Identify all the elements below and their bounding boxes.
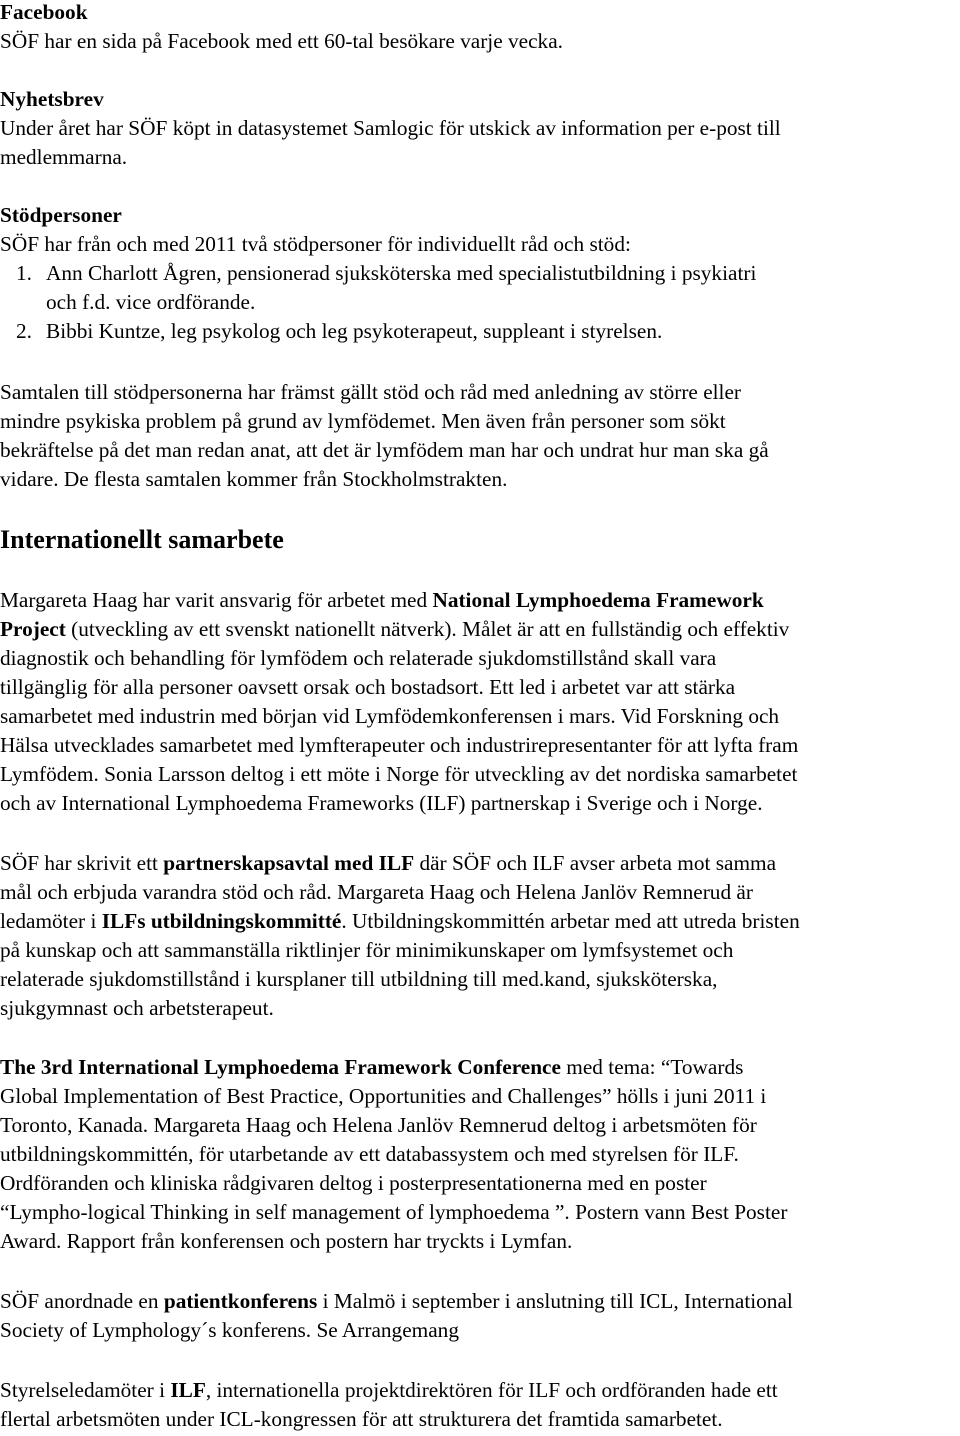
nyhetsbrev-line: Under året har SÖF köpt in datasystemet Samlogic för utskick av information per e-post till: [0, 116, 781, 140]
paragraph-line: “Lympho-logical Thinking in self management of lymphoedema ”. Postern vann Best Poster: [0, 1200, 788, 1224]
paragraph-line: [0, 586, 764, 615]
paragraph-line: diagnostik och behandling för lymfödem och relaterade sjukdomstillstånd skall vara: [0, 646, 717, 670]
text-run: . Utbildningskommittén arbetar med att utreda bristen: [341, 909, 800, 933]
paragraph-line: Hälsa utvecklades samarbetet med lymfterapeuter och industrirepresentanter för att lyfta fram: [0, 733, 799, 757]
text-run: , internationella projektdirektören för ILF och ordföranden hade ett: [205, 1378, 778, 1402]
paragraph-line: bekräftelse på det man redan anat, att det är lymfödem man har och undrat hur man ska gå: [0, 438, 769, 462]
paragraph-line: [0, 849, 776, 878]
text-run: (utveckling av ett svenskt nationellt nätverk). Målet är att en fullständig och effektiv: [65, 617, 790, 641]
paragraph-line: Toronto, Kanada. Margareta Haag och Helena Janlöv Remnerud deltog i arbetsmöten för: [0, 1113, 757, 1137]
bold-text: National Lymphoedema Framework: [432, 588, 764, 612]
paragraph-line: tillgänglig för alla personer oavsett orsak och bostadsort. Ett led i arbetet var att stärka: [0, 675, 736, 699]
paragraph-line: på kunskap och att sammanställa riktlinjer för minimikunskaper om lymfsystemet och: [0, 938, 734, 962]
paragraph-line: utbildningskommittén, för utarbetande av ett databassystem och med styrelsen för ILF.: [0, 1142, 739, 1166]
bold-text: ILF: [170, 1378, 206, 1402]
text-run: i Malmö i september i anslutning till ICL, International: [317, 1289, 793, 1313]
bold-text: patientkonferens: [163, 1289, 318, 1313]
paragraph-line: Lymfödem. Sonia Larsson deltog i ett möte i Norge för utveckling av det nordiska samarbetet: [0, 762, 798, 786]
paragraph-line: och av International Lymphoedema Frameworks (ILF) partnerskap i Sverige och i Norge.: [0, 791, 763, 815]
text-run: SÖF har skrivit ett: [0, 851, 164, 875]
paragraph-line: mindre psykiska problem på grund av lymfödemet. Men även från personer som sökt: [0, 409, 726, 433]
nyhetsbrev-line: medlemmarna.: [0, 145, 128, 169]
facebook-text: SÖF har en sida på Facebook med ett 60-tal besökare varje vecka.: [0, 29, 563, 53]
text-run: Styrelseledamöter i: [0, 1378, 171, 1402]
paragraph-line: mål och erbjuda varandra stöd och råd. Margareta Haag och Helena Janlöv Remnerud är: [0, 880, 753, 904]
text-run: Margareta Haag har varit ansvarig för arbetet med: [0, 588, 433, 612]
bold-text: partnerskapsavtal med ILF: [163, 851, 415, 875]
text-run: med tema: “Towards: [560, 1055, 744, 1079]
paragraph-line: Ordföranden och kliniska rådgivaren deltog i posterpresentationerna med en poster: [0, 1171, 707, 1195]
list-item-line: och f.d. vice ordförande.: [46, 290, 256, 314]
paragraph-line: [0, 1376, 778, 1405]
list-number: 2.: [16, 319, 32, 343]
paragraph-line: Global Implementation of Best Practice, Opportunities and Challenges” hölls i juni 2011 i: [0, 1084, 767, 1108]
list-item-line: Bibbi Kuntze, leg psykolog och leg psykoterapeut, suppleant i styrelsen.: [46, 319, 663, 343]
bold-text: ILFs utbildningskommitté: [101, 909, 342, 933]
list-number: 1.: [16, 261, 32, 285]
text-run: ledamöter i: [0, 909, 102, 933]
text-run: SÖF anordnade en: [0, 1289, 164, 1313]
section-heading: Internationellt samarbete: [0, 525, 284, 554]
paragraph-line: [0, 1287, 793, 1316]
paragraph-line: samarbetet med industrin med början vid Lymfödemkonferensen i mars. Vid Forskning och: [0, 704, 780, 728]
facebook-heading: Facebook: [0, 0, 88, 24]
paragraph-line: [0, 907, 800, 936]
list-item-line: Ann Charlott Ågren, pensionerad sjuksköterska med specialistutbildning i psykiatri: [46, 261, 757, 285]
text-run: där SÖF och ILF avser arbeta mot samma: [414, 851, 777, 875]
bold-text: The 3rd International Lymphoedema Framework Conference: [0, 1055, 561, 1079]
paragraph-line: Samtalen till stödpersonerna har främst gällt stöd och råd med anledning av större eller: [0, 380, 742, 404]
paragraph-line: Award. Rapport från konferensen och postern har tryckts i Lymfan.: [0, 1229, 573, 1253]
stodpersoner-intro: SÖF har från och med 2011 två stödpersoner för individuellt råd och stöd:: [0, 232, 631, 256]
stodpersoner-heading: Stödpersoner: [0, 203, 122, 227]
paragraph-line: flertal arbetsmöten under ICL-kongressen för att strukturera det framtida samarbetet.: [0, 1407, 723, 1431]
nyhetsbrev-heading: Nyhetsbrev: [0, 87, 104, 111]
paragraph-line: Society of Lymphology´s konferens. Se Arrangemang: [0, 1318, 459, 1342]
paragraph-line: sjukgymnast och arbetsterapeut.: [0, 996, 274, 1020]
paragraph-line: relaterade sjukdomstillstånd i kursplaner till utbildning till med.kand, sjuksköterska,: [0, 967, 718, 991]
paragraph-line: [0, 615, 789, 644]
bold-text: Project: [0, 617, 66, 641]
paragraph-line: [0, 1053, 743, 1082]
paragraph-line: vidare. De flesta samtalen kommer från Stockholmstrakten.: [0, 467, 508, 491]
